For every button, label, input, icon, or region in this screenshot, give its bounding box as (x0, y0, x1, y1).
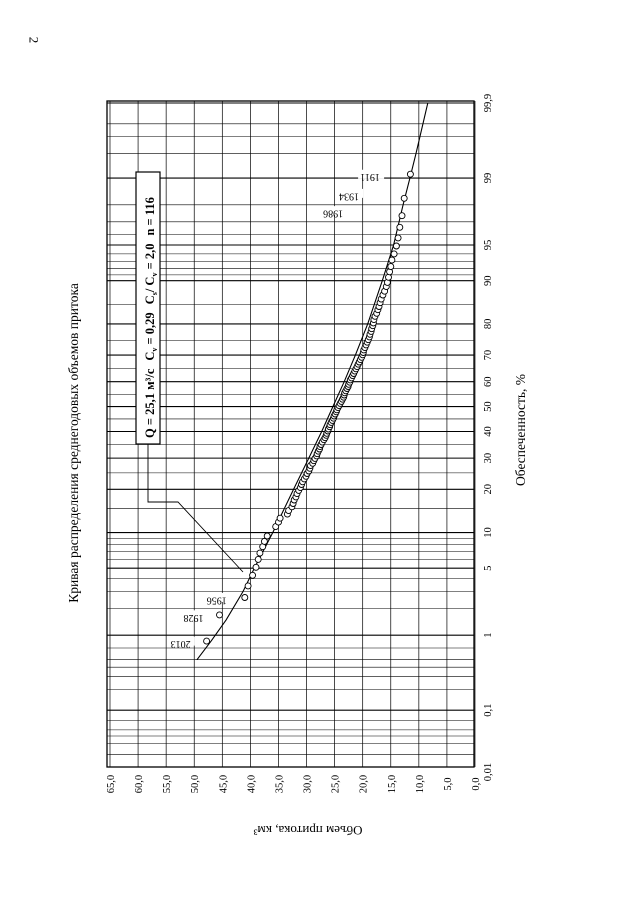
probability-tick: 30 (483, 452, 494, 464)
data-point (242, 595, 248, 601)
probability-tick: 50 (483, 401, 494, 412)
data-point (395, 235, 401, 241)
annotation-label: 2013 (170, 638, 191, 650)
probability-tick: 20 (483, 484, 494, 495)
chart-grid (107, 101, 475, 767)
data-point (253, 564, 259, 570)
volume-tick-labels (106, 775, 482, 793)
data-point (255, 556, 261, 562)
data-point (399, 213, 405, 219)
leader-line (148, 444, 243, 572)
data-point (388, 264, 394, 270)
probability-tick: 99,9 (483, 93, 494, 113)
probability-tick-labels (483, 94, 494, 781)
volume-tick: 50,0 (190, 774, 202, 794)
y-axis-label: Объем притока, км³ (253, 823, 363, 838)
point-annotations (169, 171, 385, 649)
data-points (204, 171, 414, 644)
annotation-label: 1956 (206, 594, 227, 606)
probability-tick: 60 (483, 376, 494, 387)
probability-tick: 99 (483, 172, 494, 184)
volume-tick: 55,0 (162, 774, 174, 794)
data-point (397, 224, 403, 230)
x-axis-label: Обеспеченность, % (513, 373, 528, 487)
data-point (407, 171, 413, 177)
annotation-label: 1928 (183, 611, 204, 623)
data-point (401, 195, 407, 201)
volume-tick: 60,0 (134, 774, 146, 794)
data-point (257, 550, 263, 556)
parameter-box (136, 172, 160, 444)
annotation-label: 1986 (323, 207, 344, 219)
volume-tick: 40,0 (246, 774, 258, 794)
data-point (204, 638, 210, 644)
annotation-label: 1934 (339, 190, 360, 202)
probability-tick: 40 (483, 426, 494, 437)
volume-tick: 65,0 (106, 774, 117, 794)
volume-tick: 45,0 (218, 774, 230, 794)
probability-tick: 1 (483, 632, 494, 638)
probability-tick: 90 (483, 275, 494, 286)
data-point (217, 612, 223, 618)
data-point (393, 243, 399, 249)
volume-tick: 30,0 (302, 774, 314, 794)
volume-tick: 25,0 (330, 774, 342, 794)
volume-tick: 5,0 (442, 777, 454, 791)
chart-title: Кривая распределения среднегодовых объемов притока (66, 283, 81, 603)
volume-tick: 15,0 (386, 774, 398, 794)
probability-tick: 95 (483, 239, 494, 251)
annotation-label: 1911 (360, 171, 380, 183)
probability-tick: 70 (483, 349, 494, 361)
data-point (264, 533, 270, 539)
probability-tick: 5 (483, 565, 494, 571)
volume-tick: 35,0 (274, 774, 286, 794)
probability-tick: 0,01 (483, 762, 494, 782)
data-point (391, 251, 397, 257)
data-point (250, 572, 256, 578)
probability-tick: 10 (483, 527, 494, 538)
probability-tick: 80 (483, 318, 494, 330)
volume-tick: 0,0 (471, 777, 482, 791)
data-point (245, 583, 251, 589)
volume-tick: 10,0 (414, 774, 426, 794)
volume-tick: 20,0 (358, 774, 370, 794)
data-point (389, 257, 395, 263)
data-point (386, 274, 392, 280)
probability-tick: 0,1 (483, 703, 494, 717)
parameter-leader-line (148, 444, 243, 572)
page-number: 2 (26, 36, 42, 44)
data-point (277, 515, 283, 521)
parameter-text: Q = 25,1 $м^3/сC_v = 0,29C_s/$ $C_v = 2,0n = 116$ (143, 197, 159, 438)
